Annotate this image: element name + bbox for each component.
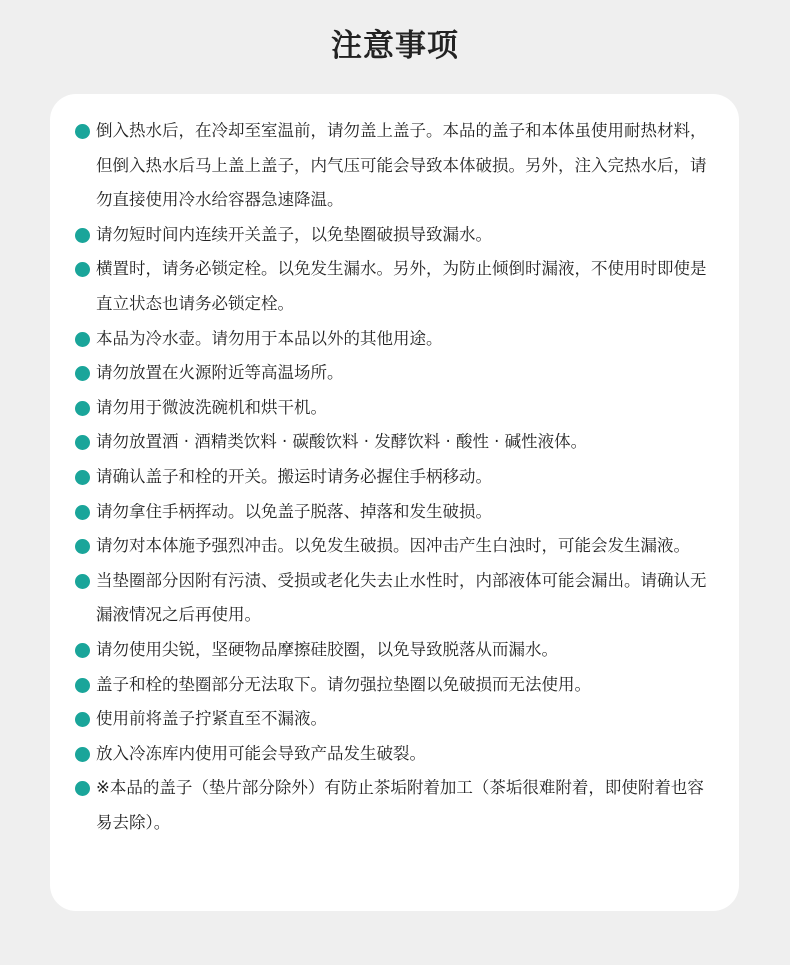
list-item bbox=[74, 218, 719, 253]
list-item bbox=[74, 252, 719, 321]
bullet-dot-icon bbox=[75, 366, 90, 381]
list-item-text: 盖子和栓的垫圈部分无法取下。请勿强拉垫圈以免破损而无法使用。 bbox=[96, 674, 591, 694]
list-item-text: 请勿使用尖锐，坚硬物品摩擦硅胶圈，以免导致脱落从而漏水。 bbox=[96, 639, 558, 659]
list-item bbox=[74, 529, 719, 564]
list-item-text: 横置时，请务必锁定栓。以免发生漏水。另外，为防止倾倒时漏液，不使用时即使是直立状态也请务必锁定栓。 bbox=[96, 259, 707, 313]
bullet-dot-icon bbox=[75, 228, 90, 243]
bullet-dot-icon bbox=[75, 124, 90, 139]
bullet-dot-icon bbox=[75, 747, 90, 762]
list-item-text: 当垫圈部分因附有污渍、受损或老化失去止水性时，内部液体可能会漏出。请确认无漏液情况之后再使用。 bbox=[96, 570, 707, 625]
bullet-dot-icon bbox=[75, 781, 90, 796]
bullet-dot-icon bbox=[75, 574, 90, 589]
list-item bbox=[74, 425, 719, 460]
bullet-dot-icon bbox=[75, 505, 90, 520]
list-item-text: 请勿放置在火源附近等高温场所。 bbox=[96, 363, 344, 383]
list-item-text: 请勿对本体施予强烈冲击。以免发生破损。因冲击产生白浊时，可能会发生漏液。 bbox=[96, 536, 690, 556]
list-item bbox=[74, 702, 719, 737]
bullet-dot-icon bbox=[75, 678, 90, 693]
list-item-text: 请勿短时间内连续开关盖子，以免垫圈破损导致漏水。 bbox=[96, 224, 492, 244]
list-item-text: 请勿拿住手柄挥动。以免盖子脱落、掉落和发生破损。 bbox=[96, 501, 492, 521]
list-item-text: 放入冷冻库内使用可能会导致产品发生破裂。 bbox=[96, 743, 426, 763]
list-item-text: 倒入热水后，在冷却至室温前，请勿盖上盖子。本品的盖子和本体虽使用耐热材料，但倒入热水后马上盖上盖子，内气压可能会导致本体破损。另外，注入完热水后，请勿直接使用冷水给容器急速降温。 bbox=[96, 121, 707, 210]
bullet-dot-icon bbox=[75, 262, 90, 277]
list-item bbox=[74, 495, 719, 530]
list-item-text: ※本品的盖子（垫片部分除外）有防止茶垢附着加工（茶垢很难附着，即使附着也容易去除）。 bbox=[96, 778, 704, 832]
list-item bbox=[74, 737, 719, 772]
list-item-text: 请勿放置酒 · 酒精类饮料 · 碳酸饮料 · 发酵饮料 · 酸性 · 碱性液体。 bbox=[96, 432, 588, 452]
list-item bbox=[74, 564, 719, 633]
list-item bbox=[74, 322, 719, 357]
list-item bbox=[74, 460, 719, 495]
list-item bbox=[74, 114, 719, 218]
list-item bbox=[74, 391, 719, 426]
bullet-dot-icon bbox=[75, 401, 90, 416]
notice-list bbox=[74, 114, 719, 840]
bullet-dot-icon bbox=[75, 332, 90, 347]
list-item bbox=[74, 633, 719, 668]
bullet-dot-icon bbox=[75, 643, 90, 658]
bullet-dot-icon bbox=[75, 539, 90, 554]
list-item-text: 请勿用于微波洗碗机和烘干机。 bbox=[96, 397, 327, 417]
bullet-dot-icon bbox=[75, 712, 90, 727]
bullet-dot-icon bbox=[75, 470, 90, 485]
list-item-text: 请确认盖子和栓的开关。搬运时请务必握住手柄移动。 bbox=[96, 466, 492, 486]
notice-card bbox=[50, 94, 739, 911]
bullet-dot-icon bbox=[75, 435, 90, 450]
list-item bbox=[74, 771, 719, 840]
list-item bbox=[74, 356, 719, 391]
list-item-text: 使用前将盖子拧紧直至不漏液。 bbox=[96, 709, 327, 729]
page-title: 注意事项 bbox=[331, 28, 459, 64]
list-item bbox=[74, 668, 719, 703]
list-item-text: 本品为冷水壶。请勿用于本品以外的其他用途。 bbox=[96, 328, 443, 348]
